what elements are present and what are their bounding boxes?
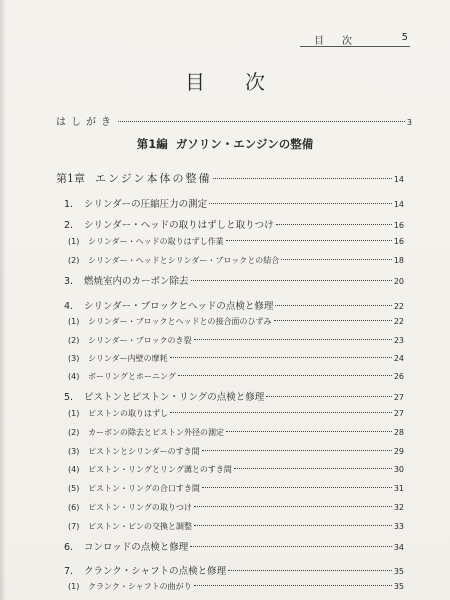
- dot-leader: [191, 280, 392, 281]
- dot-leader: [226, 431, 392, 432]
- toc-entry: [68, 236, 404, 247]
- part-label: 第1編: [136, 137, 168, 151]
- entry-number: (3): [68, 447, 80, 456]
- dot-leader: [202, 487, 392, 488]
- entry-title: ピストンとピストン・リングの点検と修理: [84, 392, 265, 403]
- dot-leader: [202, 450, 392, 451]
- toc-entry: [68, 316, 404, 327]
- part-title: ガソリン・エンジンの整備: [175, 137, 314, 151]
- dot-leader: [234, 468, 392, 469]
- entry-page: 22: [393, 302, 404, 311]
- entry-number: (6): [68, 503, 80, 512]
- toc-entry: [68, 581, 404, 592]
- entry-title: シリンダー内壁の摩耗: [88, 354, 168, 363]
- entry-number: (1): [68, 582, 80, 591]
- entry-number: 4.: [64, 301, 74, 312]
- entry-title: ピストン・ピンの交換と調整: [88, 522, 192, 531]
- toc-entry: [68, 335, 404, 346]
- running-head-title: 目次: [314, 36, 370, 47]
- entry-page: 14: [393, 200, 404, 209]
- toc-entry: [64, 273, 404, 287]
- entry-number: (3): [68, 354, 80, 363]
- entry-title: コンロッドの点検と修理: [84, 542, 189, 553]
- entry-number: (1): [68, 237, 80, 246]
- preface-page: 3: [406, 118, 412, 127]
- entry-title: シリンダー・ヘッドの取りはずしと取りつけ: [84, 220, 274, 231]
- toc-entry: [64, 298, 404, 312]
- entry-title: シリンダーの圧縮圧力の測定: [84, 199, 208, 210]
- entry-page: 24: [393, 354, 404, 363]
- entry-page: 35: [393, 567, 404, 576]
- entry-title: シリンダー・ブロックのき裂: [88, 336, 192, 345]
- entry-title: シリンダー・ヘッドとシリンダー・ブロックとの結合: [88, 256, 280, 265]
- dot-leader: [228, 570, 392, 571]
- entry-title: 燃焼室内のカーボン除去: [84, 276, 189, 287]
- entry-page: 26: [393, 372, 404, 381]
- dot-leader: [118, 121, 405, 122]
- dot-leader: [194, 525, 392, 526]
- entry-number: 3.: [64, 276, 74, 287]
- toc-entry: [68, 255, 404, 266]
- dot-leader: [266, 396, 392, 397]
- entry-number: (1): [68, 317, 80, 326]
- entry-number: 6.: [64, 542, 74, 553]
- entry-number: (4): [68, 372, 80, 381]
- dot-leader: [226, 240, 392, 241]
- entry-page: 34: [393, 543, 404, 552]
- entry-title: シリンダー・ブロックとヘッドの点検と修理: [84, 301, 274, 312]
- entry-title: ボーリングとホーニング: [88, 372, 176, 381]
- dot-leader: [209, 203, 392, 204]
- entry-page: 22: [393, 317, 404, 326]
- chapter-page: 14: [393, 175, 404, 184]
- toc-entry: [64, 563, 404, 577]
- entry-number: 2.: [64, 220, 74, 231]
- entry-page: 29: [393, 447, 404, 456]
- dot-leader: [178, 375, 392, 376]
- entry-title: ピストンとシリンダーのすき間: [88, 447, 200, 456]
- toc-entry: [68, 408, 404, 419]
- entry-page: 27: [393, 409, 404, 418]
- dot-leader: [274, 320, 392, 321]
- toc-entry: [68, 353, 404, 364]
- entry-number: (1): [68, 409, 80, 418]
- running-head: [300, 32, 410, 47]
- preface-label: はしがき: [56, 117, 116, 128]
- entry-number: (2): [68, 336, 80, 345]
- toc-entry: [68, 521, 404, 532]
- entry-page: 30: [393, 465, 404, 474]
- entry-page: 28: [393, 428, 404, 437]
- dot-leader: [194, 506, 392, 507]
- entry-page: 16: [393, 221, 404, 230]
- toc-entry: [64, 217, 404, 231]
- dot-leader: [194, 339, 392, 340]
- entry-title: ピストンの取りはずし: [88, 409, 168, 418]
- entry-title: シリンダー・ブロックとヘッドとの接合面のひずみ: [88, 317, 272, 326]
- dot-leader: [170, 357, 392, 358]
- entry-page: 20: [393, 277, 404, 286]
- toc-entry: [68, 502, 404, 513]
- dot-leader: [194, 585, 392, 586]
- entry-page: 16: [393, 237, 404, 246]
- toc-entry: [64, 196, 404, 210]
- chapter-title: エンジン本体の整備: [95, 172, 212, 185]
- dot-leader: [276, 224, 392, 225]
- toc-entry: [68, 483, 404, 494]
- entry-title: ピストン・リングの合口すき間: [88, 484, 200, 493]
- entry-page: 35: [393, 582, 404, 591]
- entry-number: 5.: [64, 392, 74, 403]
- toc-entry: [68, 427, 404, 438]
- entry-number: 1.: [64, 199, 74, 210]
- toc-entry: [68, 464, 404, 475]
- entry-title: クランク・シャフトの点検と修理: [84, 566, 227, 577]
- chapter-row: [56, 170, 404, 186]
- running-head-page-number: 5: [401, 32, 408, 43]
- toc-entry: [64, 539, 404, 553]
- entry-page: 23: [393, 336, 404, 345]
- entry-page: 27: [393, 393, 404, 402]
- dot-leader: [281, 259, 392, 260]
- entry-number: 7.: [64, 566, 74, 577]
- entry-page: 18: [393, 256, 404, 265]
- chapter-label: 第1章: [56, 172, 85, 185]
- dot-leader: [170, 412, 392, 413]
- entry-number: (2): [68, 256, 80, 265]
- entry-page: 32: [393, 503, 404, 512]
- toc-entry: [64, 389, 404, 403]
- toc-entry: [68, 446, 404, 457]
- toc-entry: [68, 371, 404, 382]
- preface-row: [56, 113, 412, 128]
- entry-number: (2): [68, 428, 80, 437]
- entry-page: 31: [393, 484, 404, 493]
- entry-title: シリンダー・ヘッドの取りはずし作業: [88, 237, 224, 246]
- dot-leader: [190, 546, 392, 547]
- entry-number: (4): [68, 465, 80, 474]
- dot-leader: [213, 178, 391, 179]
- dot-leader: [275, 305, 391, 306]
- entry-title: ピストン・リングとリング溝とのすき間: [88, 465, 232, 474]
- entry-title: ピストン・リングの取りつけ: [88, 503, 192, 512]
- part-heading: [0, 136, 450, 152]
- entry-title: クランク・シャフトの曲がり: [88, 582, 192, 591]
- entry-number: (5): [68, 484, 80, 493]
- entry-page: 33: [393, 522, 404, 531]
- entry-number: (7): [68, 522, 80, 531]
- entry-title: カーボンの除去とピストン外径の測定: [88, 428, 224, 437]
- page-title: 目次: [185, 70, 305, 94]
